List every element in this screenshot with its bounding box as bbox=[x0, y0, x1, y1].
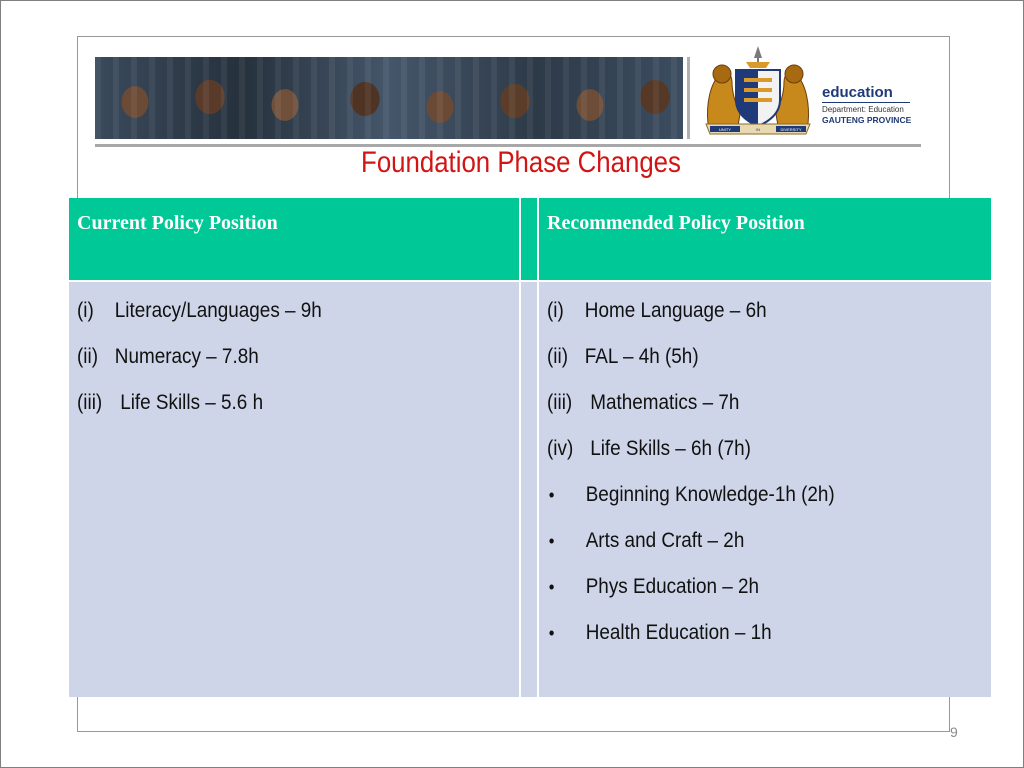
current-policy-list bbox=[77, 298, 349, 436]
header-recommended-label: Recommended Policy Position bbox=[547, 212, 805, 234]
list-text: Phys Education – 2h bbox=[585, 575, 760, 598]
list-text: Beginning Knowledge-1h (2h) bbox=[585, 483, 835, 506]
list-item bbox=[547, 344, 835, 390]
recommended-policy-cell bbox=[539, 282, 991, 697]
crest-scroll-left: UNITY bbox=[719, 127, 731, 132]
coat-of-arms-icon bbox=[702, 44, 814, 136]
recommended-policy-list bbox=[547, 298, 867, 666]
list-text: FAL – 4h (5h) bbox=[584, 345, 699, 368]
list-item bbox=[547, 390, 835, 436]
logo-department: Department: Education bbox=[822, 105, 904, 114]
bullet-icon: • bbox=[548, 531, 555, 551]
list-marker: (ii) bbox=[77, 345, 98, 368]
list-item bbox=[77, 390, 322, 436]
list-marker: (ii) bbox=[547, 345, 568, 368]
header-recommended-policy bbox=[539, 198, 991, 280]
list-item bbox=[547, 482, 835, 528]
bullet-icon: • bbox=[548, 485, 555, 505]
list-marker: (iii) bbox=[547, 391, 573, 414]
list-item bbox=[77, 344, 322, 390]
logo-province: GAUTENG PROVINCE bbox=[822, 115, 912, 125]
list-text: Life Skills – 6h (7h) bbox=[590, 437, 751, 460]
list-item bbox=[77, 298, 322, 344]
header-spacer bbox=[521, 198, 537, 280]
current-policy-cell bbox=[69, 282, 519, 697]
list-item bbox=[547, 298, 835, 344]
list-text: Mathematics – 7h bbox=[590, 391, 740, 414]
list-text: Numeracy – 7.8h bbox=[114, 345, 259, 368]
list-marker: (i) bbox=[77, 299, 94, 322]
list-item bbox=[547, 436, 835, 482]
logo-rule bbox=[822, 102, 910, 103]
list-text: Health Education – 1h bbox=[585, 621, 772, 644]
children-photo-banner bbox=[95, 57, 683, 139]
bullet-icon: • bbox=[548, 577, 555, 597]
page-number: 9 bbox=[950, 724, 958, 740]
list-marker: (i) bbox=[547, 299, 564, 322]
crest-scroll-right: DIVERSITY bbox=[780, 127, 802, 132]
slide-title: Foundation Phase Changes bbox=[361, 146, 681, 179]
logo-word: education bbox=[822, 84, 893, 101]
list-text: Arts and Craft – 2h bbox=[585, 529, 745, 552]
list-item bbox=[547, 620, 835, 666]
list-text: Life Skills – 5.6 h bbox=[120, 391, 264, 414]
header-current-policy bbox=[69, 198, 519, 280]
policy-table bbox=[69, 198, 991, 697]
list-text: Home Language – 6h bbox=[584, 299, 767, 322]
list-item bbox=[547, 528, 835, 574]
body-spacer bbox=[521, 282, 537, 697]
crest-scroll-mid: IN bbox=[756, 127, 760, 132]
header-current-label: Current Policy Position bbox=[77, 212, 278, 234]
list-item bbox=[547, 574, 835, 620]
banner-divider bbox=[687, 57, 690, 139]
list-marker: (iii) bbox=[77, 391, 103, 414]
list-text: Literacy/Languages – 9h bbox=[114, 299, 322, 322]
bullet-icon: • bbox=[548, 623, 555, 643]
education-logo bbox=[822, 84, 922, 126]
list-marker: (iv) bbox=[547, 437, 574, 460]
